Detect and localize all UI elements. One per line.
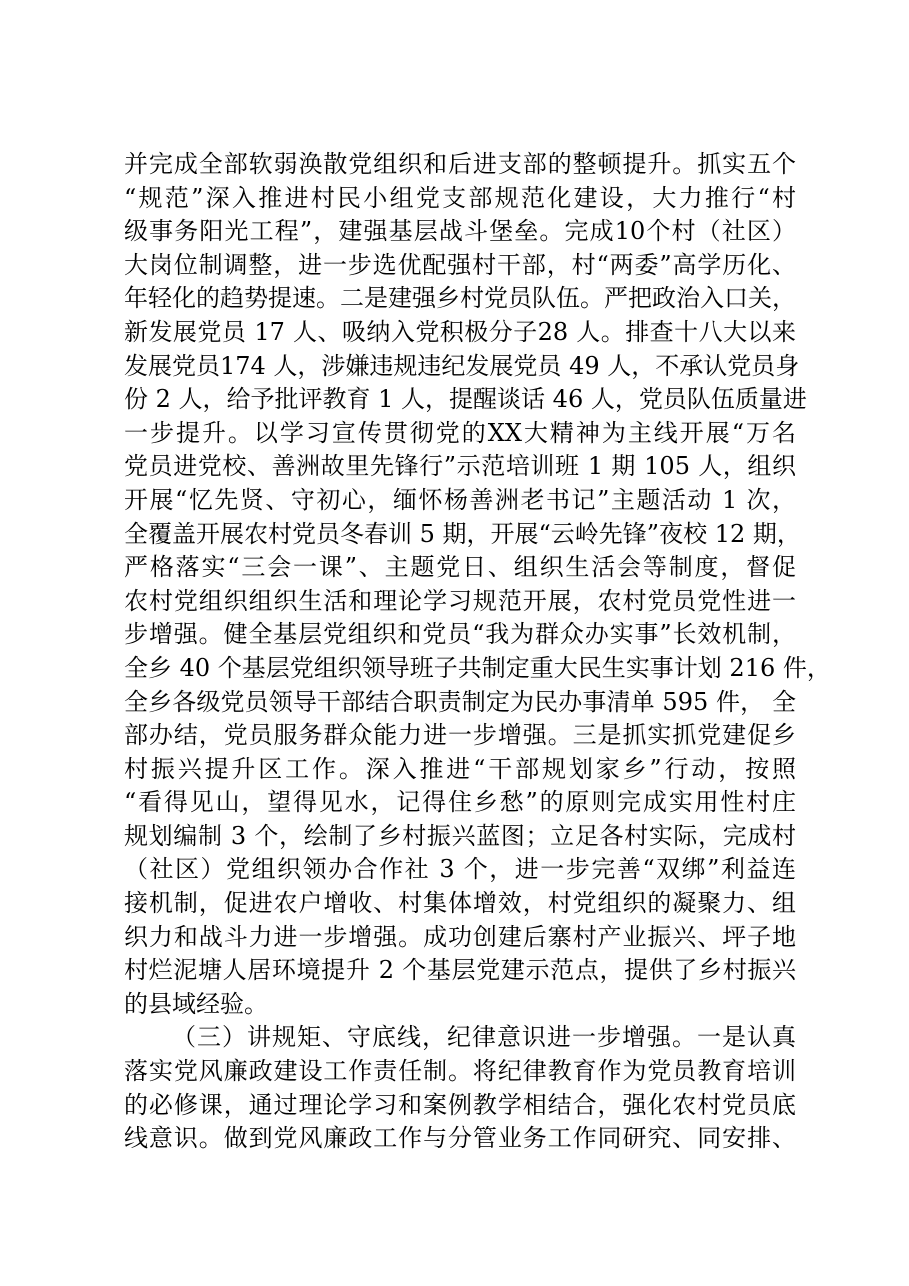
text-line: 部办结，党员服务群众能力进一步增强。三是抓实抓党建促乡 <box>124 721 796 750</box>
text-line: 并完成全部软弱涣散党组织和后进支部的整顿提升。抓实五个 <box>124 150 796 178</box>
text-line: 织力和战斗力进一步增强。成功创建后寨村产业振兴、坪子地 <box>124 922 796 951</box>
text-line: 全覆盖开展农村党员冬春训 5 期，开展“云岭先锋”夜校 12 期， <box>124 519 801 548</box>
text-line: 村振兴提升区工作。深入推进“干部规划家乡”行动，按照 <box>124 754 796 783</box>
text-line: “规范”深入推进村民小组党支部规范化建设，大力推行“村 <box>124 183 796 212</box>
section-heading-line: （三）讲规矩、守底线，纪律意识进一步增强。一是认真 <box>172 1023 796 1052</box>
body-text <box>124 148 831 1156</box>
text-line: 严格落实“三会一课”、主题党日、组织生活会等制度，督促 <box>124 553 796 582</box>
text-line: （社区）党组织领办合作社 3 个，进一步完善“双绑”利益连 <box>124 855 796 884</box>
text-line: 全乡各级党员领导干部结合职责制定为民办事清单 595 件， 全 <box>124 687 796 716</box>
text-line: 新发展党员 17 人、吸纳入党积极分子28 人。排查十八大以来 <box>124 317 796 346</box>
text-line: 规划编制 3 个，绘制了乡村振兴蓝图；立足各村实际，完成村 <box>124 821 796 850</box>
text-line: 发展党员174 人，涉嫌违规违纪发展党员 49 人，不承认党员身 <box>124 351 800 380</box>
text-line: 大岗位制调整，进一步选优配强村干部，村“两委”高学历化、 <box>124 250 796 279</box>
text-line: 级事务阳光工程”，建强基层战斗堡垒。完成10个村（社区） <box>124 217 796 246</box>
text-line: 线意识。做到党风廉政工作与分管业务工作同研究、同安排、 <box>124 1124 796 1153</box>
text-line: 一步提升。以学习宣传贯彻党的XX大精神为主线开展“万名 <box>124 418 796 447</box>
text-line: 党员进党校、善洲故里先锋行”示范培训班 1 期 105 人，组织 <box>124 452 796 481</box>
text-line: 年轻化的趋势提速。二是建强乡村党员队伍。严把政治入口关， <box>124 284 796 313</box>
text-line: 的县域经验。 <box>124 989 268 1018</box>
text-line: 农村党组织组织生活和理论学习规范开展，农村党员党性进一 <box>124 586 796 615</box>
text-line: 接机制，促进农户增收、村集体增效，村党组织的凝聚力、组 <box>124 889 796 918</box>
text-line: 步增强。健全基层党组织和党员“我为群众办实事”长效机制， <box>124 620 796 649</box>
text-line: 落实党风廉政建设工作责任制。将纪律教育作为党员教育培训 <box>124 1057 796 1086</box>
text-line: 村烂泥塘人居环境提升 2 个基层党建示范点，提供了乡村振兴 <box>124 956 796 985</box>
text-line: 开展“忆先贤、守初心，缅怀杨善洲老书记”主题活动 1 次， <box>124 485 796 514</box>
text-line: 的必修课，通过理论学习和案例教学相结合，强化农村党员底 <box>124 1090 796 1119</box>
text-line: 全乡 40 个基层党组织领导班子共制定重大民生实事计划 216 件， <box>124 653 831 682</box>
text-line: “看得见山，望得见水，记得住乡愁”的原则完成实用性村庄 <box>124 788 796 817</box>
text-line: 份 2 人，给予批评教育 1 人，提醒谈话 46 人，党员队伍质量进 <box>124 385 807 414</box>
